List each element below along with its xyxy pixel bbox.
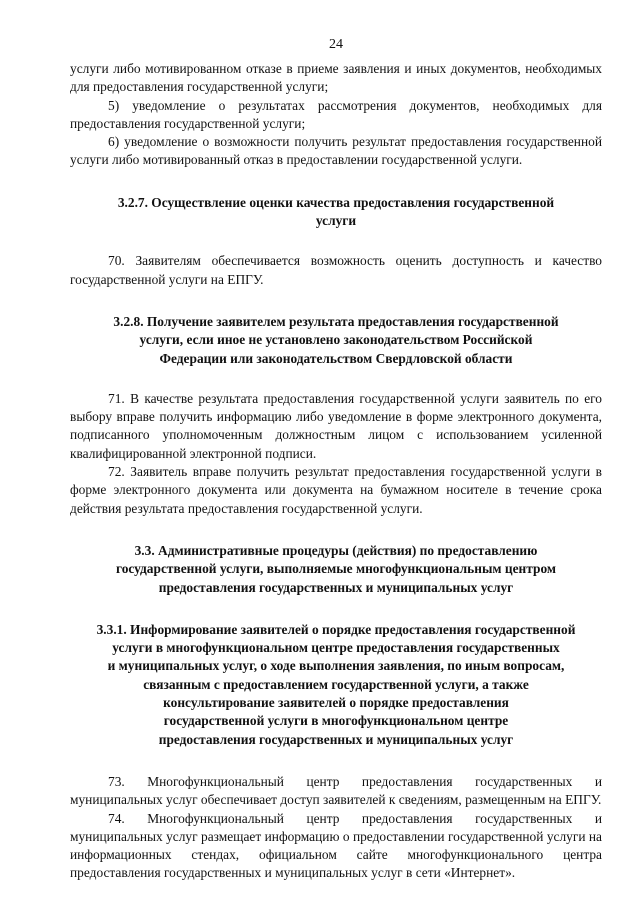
heading-line: 3.3.1. Информирование заявителей о порядке предоставления государственной [96, 621, 576, 637]
heading-line: 3.2.7. Осуществление оценки качества предоставления государственной [117, 194, 555, 210]
paragraph-73: 73. Многофункциональный центр предоставления государственных и муниципальных услуг обеспечивает доступ заявителей к сведениям, размещенным на ЕПГУ. [70, 773, 602, 808]
heading-line: Федерации или законодательством Свердловской области [159, 350, 513, 366]
paragraph-item-6: 6) уведомление о возможности получить результат предоставления государственной услуги либо мотивированный отказ в предоставлении государственной услуги. [70, 134, 602, 168]
paragraph-item-5: 5) уведомление о результатах рассмотрения документов, необходимых для предоставления государственной услуги; [70, 97, 602, 131]
heading-line: государственной услуги, выполняемые многофункциональным центром [115, 561, 557, 577]
paragraph-70: 70. Заявителям обеспечивается возможность оценить доступность и качество государственной услуги на ЕПГУ. [70, 253, 602, 287]
heading-line: консультирование заявителей о порядке предоставления [163, 695, 509, 711]
heading-line: услуги, если иное не установлено законодательством Российской [139, 332, 533, 348]
heading-line: государственной услуги в многофункциональном центре [163, 713, 509, 729]
heading-3-2-7 [70, 194, 602, 231]
page-number: 24 [329, 37, 343, 52]
heading-line: и муниципальных услуг, о ходе выполнения заявления, по иным вопросам, [107, 658, 565, 674]
paragraph-74: 74. Многофункциональный центр предоставления государственных и муниципальных услуг размещает информацию о предоставлении государственной услуги на информационных стендах, официальном сайте многофункционального центра предоставления государственных и муниципальных услуг в сети «Интернет». [70, 810, 602, 881]
paragraph-continuation: услуги либо мотивированном отказе в приеме заявления и иных документов, необходимых для предоставления государственной услуги; [70, 61, 602, 95]
paragraph-72: 72. Заявитель вправе получить результат предоставления государственной услуги в форме электронного документа или документа на бумажном носителе в течение срока действия результата предоставления государственной услуги. [70, 464, 602, 516]
heading-line: услуги [315, 213, 357, 229]
heading-line: связанным с предоставлением государственной услуги, а также [143, 676, 529, 692]
paragraph-71: 71. В качестве результата предоставления государственной услуги заявитель по его выбору вправе получить информацию либо уведомление в форме электронного документа, подписанного уполномоченным должностным лицом с использованием усиленной квалифицированной электронной подписи. [70, 390, 602, 461]
heading-line: 3.3. Административные процедуры (действия) по предоставлению [134, 542, 538, 558]
document-page [70, 36, 602, 883]
heading-3-3 [70, 542, 602, 597]
heading-line: предоставления государственных и муниципальных услуг [158, 731, 514, 747]
heading-line: 3.2.8. Получение заявителем результата предоставления государственной [113, 313, 559, 329]
heading-line: услуги в многофункциональном центре предоставления государственных [112, 640, 560, 656]
heading-3-3-1 [70, 621, 602, 749]
heading-line: предоставления государственных и муниципальных услуг [158, 579, 514, 595]
heading-3-2-8 [70, 313, 602, 368]
